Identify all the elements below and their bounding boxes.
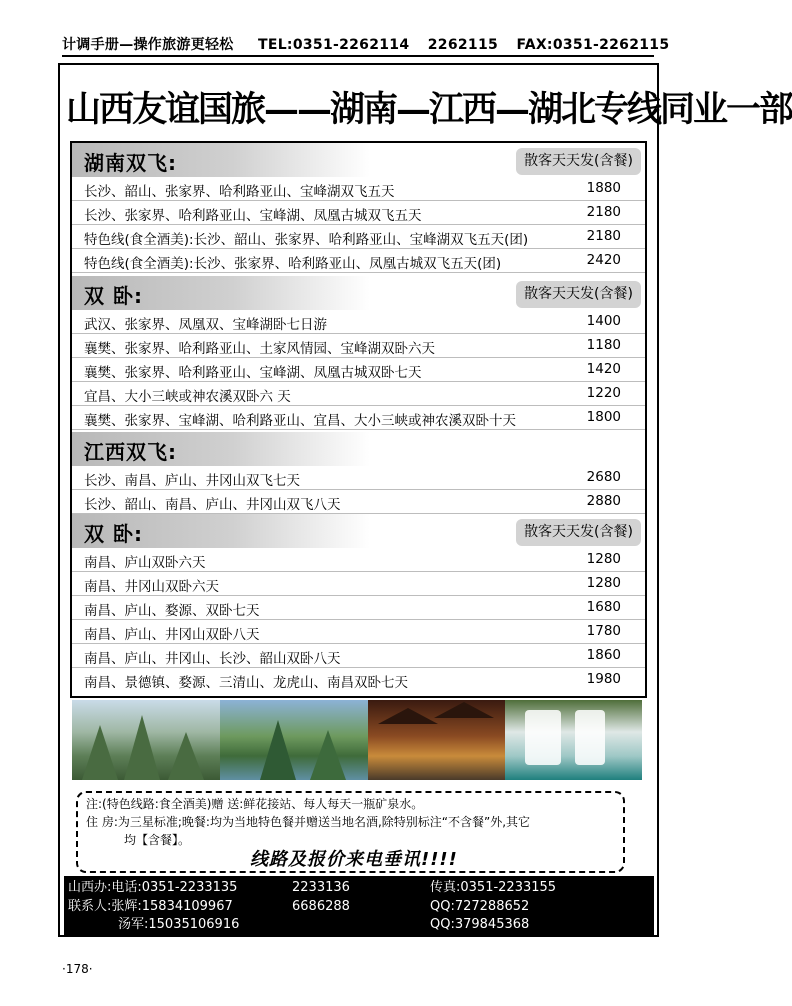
ancient-town-photo — [368, 700, 505, 780]
contact-phone-3: 6686288 — [292, 899, 350, 914]
route-row — [72, 225, 645, 249]
route-price: 1980 — [586, 671, 621, 687]
contact-block — [64, 876, 654, 936]
route-price: 2180 — [586, 204, 621, 220]
note-line: 均【含餐】。 — [124, 833, 191, 847]
departure-tag: 散客天天发(含餐) — [516, 281, 641, 308]
waterfall-photo — [505, 700, 642, 780]
route-row — [72, 358, 645, 382]
route-row — [72, 644, 645, 668]
route-price: 1400 — [586, 313, 621, 329]
route-price: 1420 — [586, 361, 621, 377]
header-slogan: 计调手册—操作旅游更轻松 — [62, 37, 234, 53]
route-row — [72, 620, 645, 644]
section-jiangxi-sleeper — [72, 514, 645, 548]
route-row — [72, 490, 645, 514]
mountain-photo — [72, 700, 220, 780]
office-phone: 山西办:电话:0351-2233135 — [68, 880, 238, 895]
contact-qq-2: QQ:379845368 — [430, 917, 530, 932]
route-row — [72, 382, 645, 406]
route-price: 1220 — [586, 385, 621, 401]
header-tel: TEL:0351-2262114 — [257, 37, 410, 53]
section-title: 江西双飞: — [84, 440, 177, 464]
note-line: 注:(特色线路:食全酒美)赠 送:鲜花接站、每人每天一瓶矿泉水。 — [86, 797, 424, 811]
route-price: 2680 — [586, 469, 621, 485]
office-fax: 传真:0351-2233155 — [430, 880, 557, 895]
section-jiangxi-fly — [72, 432, 645, 466]
section-hunan-sleeper — [72, 276, 645, 310]
route-name: 南昌、景德镇、婺源、三清山、龙虎山、南昌双卧七天 — [84, 675, 408, 691]
route-name: 长沙、张家界、哈利路亚山、宝峰湖、凤凰古城双飞五天 — [84, 208, 422, 224]
route-row — [72, 548, 645, 572]
section-title: 双 卧: — [84, 284, 143, 308]
inquiry-slogan: 线路及报价来电垂讯!!!! — [250, 849, 458, 870]
route-price: 1180 — [586, 337, 621, 353]
departure-tag: 散客天天发(含餐) — [516, 148, 641, 175]
header-fax: FAX:0351-2262115 — [516, 37, 670, 53]
section-hunan-fly — [72, 143, 645, 177]
route-name: 特色线(食全酒美):长沙、韶山、张家界、哈利路亚山、宝峰湖双飞五天(团) — [84, 232, 529, 248]
route-row — [72, 310, 645, 334]
route-name: 南昌、庐山、婺源、双卧七天 — [84, 603, 260, 619]
route-name: 南昌、庐山双卧六天 — [84, 555, 206, 571]
route-row — [72, 668, 645, 692]
route-name: 南昌、井冈山双卧六天 — [84, 579, 219, 595]
route-row — [72, 249, 645, 273]
route-row — [72, 334, 645, 358]
contact-person-2: 汤军:15035106916 — [118, 917, 240, 932]
route-name: 武汉、张家界、凤凰双、宝峰湖卧七日游 — [84, 317, 327, 333]
section-title: 双 卧: — [84, 522, 143, 546]
route-name: 特色线(食全酒美):长沙、张家界、哈利路亚山、凤凰古城双飞五天(团) — [84, 256, 502, 272]
route-name: 南昌、庐山、井冈山双卧八天 — [84, 627, 260, 643]
departure-tag: 散客天天发(含餐) — [516, 519, 641, 546]
route-row — [72, 596, 645, 620]
page-header — [62, 34, 670, 54]
route-price: 1800 — [586, 409, 621, 425]
route-price: 1880 — [586, 180, 621, 196]
route-name: 宜昌、大小三峡或神农溪双卧六 天 — [84, 389, 291, 405]
route-name: 襄樊、张家界、哈利路亚山、宝峰湖、凤凰古城双卧七天 — [84, 365, 422, 381]
section-title: 湖南双飞: — [84, 151, 177, 175]
header-rule — [62, 55, 654, 57]
office-phone-2: 2233136 — [292, 880, 350, 895]
route-price: 2420 — [586, 252, 621, 268]
route-name: 长沙、韶山、张家界、哈利路亚山、宝峰湖双飞五天 — [84, 184, 395, 200]
contact-person-1: 联系人:张辉:15834109967 — [68, 899, 233, 914]
note-line: 住 房:为三星标准;晚餐:均为当地特色餐并赠送当地名酒,除特别标注“不含餐”外,其它 — [86, 815, 531, 829]
contact-qq-1: QQ:727288652 — [430, 899, 530, 914]
scenery-photo-strip — [72, 700, 642, 780]
page-title: 山西友谊国旅——湖南—江西—湖北专线同业一部 — [66, 89, 792, 130]
route-name: 襄樊、张家界、宝峰湖、哈利路亚山、宜昌、大小三峡或神农溪双卧十天 — [84, 413, 516, 429]
route-price: 1280 — [586, 551, 621, 567]
route-row — [72, 466, 645, 490]
header-tel2: 2262115 — [427, 37, 499, 53]
route-price: 2880 — [586, 493, 621, 509]
route-price: 1280 — [586, 575, 621, 591]
route-name: 长沙、南昌、庐山、井冈山双飞七天 — [84, 473, 300, 489]
route-row — [72, 572, 645, 596]
route-row — [72, 201, 645, 225]
lake-photo — [220, 700, 368, 780]
route-price: 1680 — [586, 599, 621, 615]
route-price: 1780 — [586, 623, 621, 639]
page-number: ·178· — [62, 962, 93, 976]
route-price: 2180 — [586, 228, 621, 244]
route-row — [72, 177, 645, 201]
route-name: 长沙、韶山、南昌、庐山、井冈山双飞八天 — [84, 497, 341, 513]
route-name: 南昌、庐山、井冈山、长沙、韶山双卧八天 — [84, 651, 341, 667]
route-name: 襄樊、张家界、哈利路亚山、土家风情园、宝峰湖双卧六天 — [84, 341, 435, 357]
route-price: 1860 — [586, 647, 621, 663]
route-row — [72, 406, 645, 430]
